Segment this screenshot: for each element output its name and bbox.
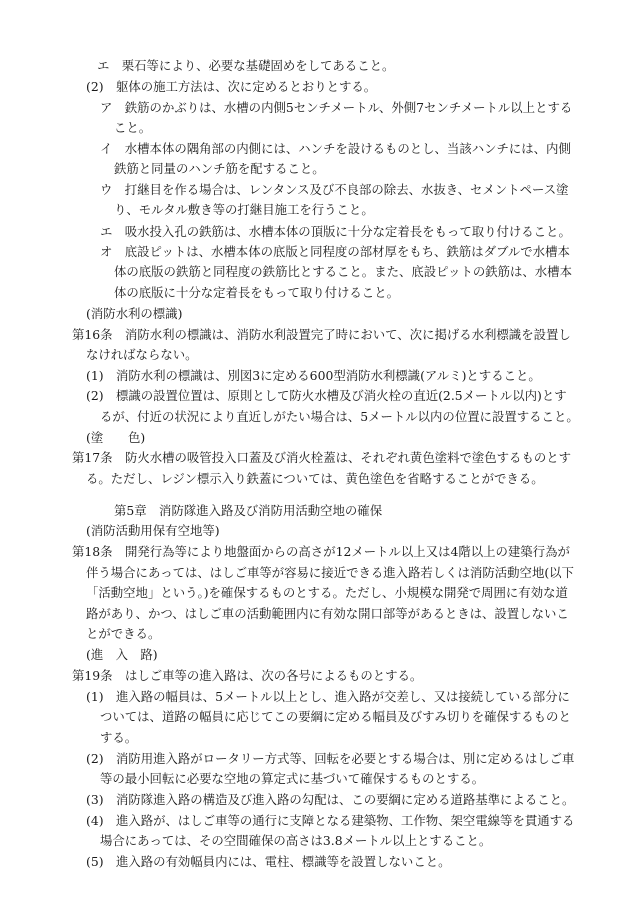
text-line: 路があり、かつ、はしご車の活動範囲内に有効な開口部等があるときは、設置しないこ <box>86 606 569 621</box>
section-caption: (消防活動用保有空地等) <box>86 523 220 538</box>
text-line: ウ 打継目を作る場合は、レンタンス及び不良部の除去、水抜き、セメントペース塗 <box>100 182 569 197</box>
text-line: 鉄筋と同量のハンチ筋を配すること。 <box>114 161 325 176</box>
section-caption: (消防水利の標識) <box>86 306 183 321</box>
article-line: 第16条 消防水利の標識は、消防水利設置完了時において、次に掲げる水利標識を設置し <box>72 327 571 342</box>
text-line: 体の底版に十分な定着長をもって取り付けること。 <box>114 285 399 300</box>
text-line: (2) 標識の設置位置は、原則として防火水槽及び消火栓の直近(2.5メートル以内)とす <box>86 388 567 403</box>
text-line: (5) 進入路の有効幅員内には、電柱、標識等を設置しないこと。 <box>86 854 451 869</box>
text-line: (2) 躯体の施工方法は、次に定めるとおりとする。 <box>86 79 377 94</box>
text-line: (2) 消防用進入路がロータリー方式等、回転を必要とする場合は、別に定めるはしご車 <box>86 751 575 766</box>
chapter-heading: 第5章 消防隊進入路及び消防用活動空地の確保 <box>114 503 383 518</box>
text-line: イ 水槽本体の隅角部の内側には、ハンチを設けるものとし、当該ハンチには、内側 <box>100 141 571 156</box>
text-line: (1) 進入路の幅員は、5メートル以上とし、進入路が交差し、又は接続している部分に <box>86 689 570 704</box>
text-line: 等の最小回転に必要な空地の算定式に基づいて確保するものとする。 <box>100 771 485 786</box>
text-line: ついては、道路の幅員に応じてこの要綱に定める幅員及びすみ切りを確保するものと <box>100 709 571 724</box>
text-line: る。ただし、レジン標示入り鉄蓋については、黄色塗色を省略することができる。 <box>86 471 544 486</box>
text-line: り、モルタル敷き等の打継目施工を行うこと。 <box>114 202 374 217</box>
text-line: 伴う場合にあっては、はしご車等が容易に接近できる進入路若しくは消防活動空地(以下 <box>86 565 574 580</box>
text-line: エ 吸水投入孔の鉄筋は、水槽本体の頂版に十分な定着長をもって取り付けること。 <box>100 224 571 239</box>
text-line: (1) 消防水利の標識は、別図3に定める600型消防水利標識(アルミ)とすること。 <box>86 368 541 383</box>
article-line: 第17条 防火水槽の吸管投入口蓋及び消火栓蓋は、それぞれ黄色塗料で塗色するものとす <box>72 450 572 465</box>
text-line: るが、付近の状況により直近しがたい場合は、5メートル以内の位置に設置すること。 <box>100 409 579 424</box>
text-line: する。 <box>100 730 138 745</box>
text-line: ア 鉄筋のかぶりは、水槽の内側5センチメートル、外側7センチメートル以上とする <box>100 100 573 115</box>
article-line: 第19条 はしご車等の進入路は、次の各号によるものとする。 <box>72 668 423 683</box>
text-line: オ 底設ピットは、水槽本体の底版と同程度の部材厚をもち、鉄筋はダブルで水槽本 <box>100 244 570 259</box>
text-line: 場合にあっては、その空間確保の高さは3.8メートル以上とすること。 <box>100 833 492 848</box>
text-line: (3) 消防隊進入路の構造及び進入路の勾配は、この要綱に定める道路基準によること。 <box>86 792 575 807</box>
article-line: 第18条 開発行為等により地盤面からの高さが12メートル以上又は4階以上の建築行為が <box>72 544 570 559</box>
text-line: エ 栗石等により、必要な基礎固めをしてあること。 <box>97 58 395 73</box>
section-caption: (進 入 路) <box>86 647 158 662</box>
section-caption: (塗 色) <box>86 430 146 445</box>
text-line: とができる。 <box>86 626 161 641</box>
text-line: (4) 進入路が、はしご車等の通行に支障となる建築物、工作物、架空電線等を貫通する <box>86 813 575 828</box>
text-line: 「活動空地」という。)を確保するものとする。ただし、小規模な開発で周囲に有効な道 <box>86 585 568 600</box>
text-line: なければならない。 <box>86 347 198 362</box>
text-line: 体の底版の鉄筋と同程度の鉄筋比とすること。また、底設ピットの鉄筋は、水槽本 <box>114 264 572 279</box>
text-line: こと。 <box>114 120 152 135</box>
